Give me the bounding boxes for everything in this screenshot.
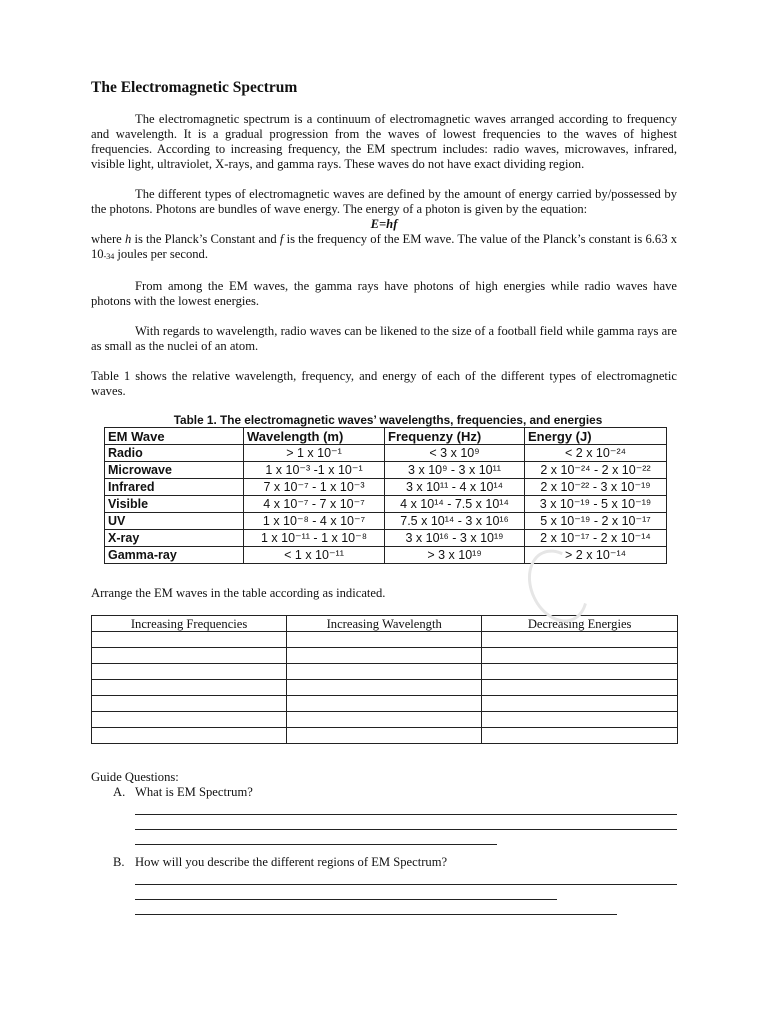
answer-cell[interactable]: [482, 648, 678, 664]
table-row: Visible 4 x 10⁻⁷ - 7 x 10⁻⁷ 4 x 10¹⁴ - 7.5 x 10¹⁴ 3 x 10⁻¹⁹ - 5 x 10⁻¹⁹: [105, 496, 667, 513]
table1-header: Wavelength (m): [244, 428, 385, 445]
table1-header: Energy (J): [525, 428, 667, 445]
answer-cell[interactable]: [287, 696, 482, 712]
paragraph-photons: The different types of electromagnetic waves are defined by the amount of energy carried by/possessed by the photons. Photons are bundles of wave energy. The energy of a photon is given by the equation:: [91, 187, 677, 216]
arrange-header: Decreasing Energies: [482, 616, 678, 632]
paragraph-intro: The electromagnetic spectrum is a continuum of electromagnetic waves arranged according to frequency and wavelength. It is a gradual progression from the waves of lowest frequencies to the waves of highest frequencies. According to increasing frequency, the EM spectrum includes: radio waves, microwaves, infrared, visible light, ultraviolet, X-rays, and gamma rays. These waves do not have exact dividing region.: [91, 112, 677, 171]
page-title: The Electromagnetic Spectrum: [91, 79, 298, 96]
answer-line[interactable]: [135, 830, 497, 845]
answer-row: [92, 648, 678, 664]
table-row: Gamma-ray < 1 x 10⁻¹¹ > 3 x 10¹⁹ > 2 x 10⁻¹⁴: [105, 547, 667, 564]
answer-cell[interactable]: [92, 712, 287, 728]
paragraph-planck: where h is the Planck’s Constant and f is the frequency of the EM wave. The value of the Planck’s constant is 6.63 x $10_{-34}$ joules per second.: [91, 232, 677, 261]
answer-cell[interactable]: [92, 728, 287, 744]
answer-row: [92, 712, 678, 728]
answer-cell[interactable]: [92, 664, 287, 680]
paragraph-energies: From among the EM waves, the gamma rays have photons of high energies while radio waves have photons with the lowest energies.: [91, 279, 677, 308]
question-b: B. How will you describe the different regions of EM Spectrum?: [113, 855, 448, 869]
arrange-table: [91, 615, 678, 744]
answer-cell[interactable]: [92, 680, 287, 696]
answer-line[interactable]: [135, 900, 617, 915]
answer-line[interactable]: [135, 800, 677, 815]
answer-cell[interactable]: [287, 728, 482, 744]
answer-line[interactable]: [135, 870, 677, 885]
answer-cell[interactable]: [482, 664, 678, 680]
answer-line[interactable]: [135, 885, 557, 900]
answer-cell[interactable]: [92, 632, 287, 648]
answer-row: [92, 728, 678, 744]
answer-cell[interactable]: [92, 648, 287, 664]
answer-row: [92, 680, 678, 696]
guide-heading: Guide Questions:: [91, 770, 179, 784]
answer-row: [92, 632, 678, 648]
answer-cell[interactable]: [287, 648, 482, 664]
em-waves-table: [104, 427, 667, 564]
table1-header: EM Wave: [105, 428, 244, 445]
answer-cell[interactable]: [482, 728, 678, 744]
question-a: A. What is EM Spectrum?: [113, 785, 253, 799]
answer-cell[interactable]: [287, 632, 482, 648]
table-row: UV 1 x 10⁻⁸ - 4 x 10⁻⁷ 7.5 x 10¹⁴ - 3 x 10¹⁶ 5 x 10⁻¹⁹ - 2 x 10⁻¹⁷: [105, 513, 667, 530]
answer-row: [92, 664, 678, 680]
arrange-header: Increasing Frequencies: [92, 616, 287, 632]
guide-questions: [91, 770, 677, 915]
arrange-instruction: Arrange the EM waves in the table according as indicated.: [91, 586, 386, 600]
table-row: X-ray 1 x 10⁻¹¹ - 1 x 10⁻⁸ 3 x 10¹⁶ - 3 x 10¹⁹ 2 x 10⁻¹⁷ - 2 x 10⁻¹⁴: [105, 530, 667, 547]
table1-caption: Table 1. The electromagnetic waves’ wavelengths, frequencies, and energies: [173, 413, 603, 427]
answer-cell[interactable]: [482, 712, 678, 728]
answer-row: [92, 696, 678, 712]
answer-cell[interactable]: [482, 632, 678, 648]
answer-cell[interactable]: [287, 712, 482, 728]
table-row: Microwave 1 x 10⁻³ -1 x 10⁻¹ 3 x 10⁹ - 3 x 10¹¹ 2 x 10⁻²⁴ - 2 x 10⁻²²: [105, 462, 667, 479]
worksheet-page: [91, 78, 677, 915]
paragraph-table-intro: Table 1 shows the relative wavelength, frequency, and energy of each of the different types of electromagnetic waves.: [91, 369, 677, 398]
answer-cell[interactable]: [92, 696, 287, 712]
answer-cell[interactable]: [482, 680, 678, 696]
table1-header: Frequenzy (Hz): [385, 428, 525, 445]
answer-cell[interactable]: [482, 696, 678, 712]
answer-cell[interactable]: [287, 664, 482, 680]
answer-line[interactable]: [135, 815, 677, 830]
answer-cell[interactable]: [287, 680, 482, 696]
table-row: Radio > 1 x 10⁻¹ < 3 x 10⁹ < 2 x 10⁻²⁴: [105, 445, 667, 462]
equation: E=hf: [370, 217, 398, 231]
arrange-header: Increasing Wavelength: [287, 616, 482, 632]
paragraph-wavelength: With regards to wavelength, radio waves can be likened to the size of a football field while gamma rays are as small as the nuclei of an atom.: [91, 324, 677, 353]
table-row: Infrared 7 x 10⁻⁷ - 1 x 10⁻³ 3 x 10¹¹ - 4 x 10¹⁴ 2 x 10⁻²² - 3 x 10⁻¹⁹: [105, 479, 667, 496]
